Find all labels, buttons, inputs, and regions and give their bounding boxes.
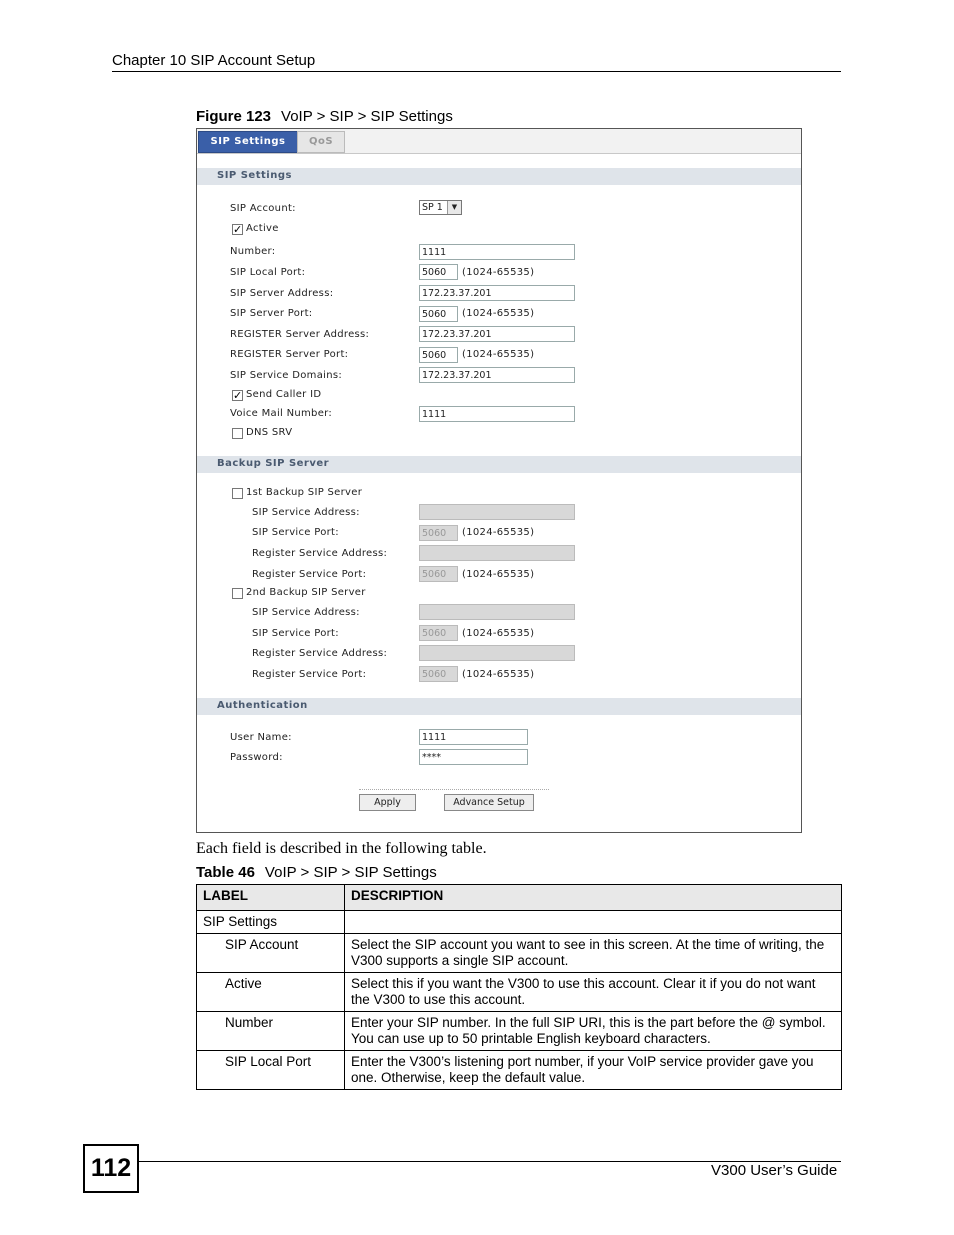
table-row (197, 1051, 842, 1090)
tab-sip-settings[interactable]: SIP Settings (198, 131, 298, 153)
table-title: VoIP > SIP > SIP Settings (264, 864, 437, 881)
sip-server-address-field[interactable]: 172.23.37.201 (419, 285, 575, 301)
row-description: Enter your SIP number. In the full SIP URI, this is the part before the @ symbol. You can use up to 50 printable English keyboard characters. (345, 1012, 842, 1051)
sip-account-select[interactable]: SP 1 ▼ (419, 200, 462, 215)
port-range-text: (1024-65535) (462, 349, 535, 360)
row-label: Number (197, 1012, 345, 1051)
user-name-field[interactable]: 1111 (419, 729, 528, 745)
port-range-text: (1024-65535) (462, 569, 535, 580)
active-label: Active (246, 223, 279, 234)
number-field[interactable]: 1111 (419, 244, 575, 260)
backup2-sip-port-label: SIP Service Port: (252, 628, 339, 639)
figure-caption (196, 108, 453, 125)
port-range-text: (1024-65535) (462, 267, 535, 278)
figure-label: Figure 123 (196, 108, 272, 125)
active-checkbox[interactable]: ✓ (233, 223, 243, 236)
send-caller-id-label: Send Caller ID (246, 389, 322, 400)
port-range-text: (1024-65535) (462, 669, 535, 680)
sip-settings-screenshot (196, 128, 802, 833)
tab-bar (197, 129, 801, 154)
voice-mail-number-field[interactable]: 1111 (419, 406, 575, 422)
backup1-register-port-field[interactable]: 5060 (419, 566, 458, 582)
port-range-text: (1024-65535) (462, 527, 535, 538)
section-backup-sip-server: Backup SIP Server (197, 456, 801, 473)
table-label: Table 46 (196, 864, 255, 881)
row-label: SIP Account (197, 934, 345, 973)
backup2-register-port-label: Register Service Port: (252, 669, 367, 680)
sip-service-domains-label: SIP Service Domains: (230, 370, 343, 381)
backup1-sip-port-label: SIP Service Port: (252, 527, 339, 538)
advance-setup-button[interactable]: Advance Setup (444, 794, 534, 811)
header-rule (112, 71, 841, 72)
sip-local-port-label: SIP Local Port: (230, 267, 306, 278)
section-authentication: Authentication (197, 698, 801, 715)
register-server-port-label: REGISTER Server Port: (230, 349, 349, 360)
dns-srv-checkbox[interactable] (232, 428, 243, 439)
number-label: Number: (230, 246, 276, 257)
first-backup-label: 1st Backup SIP Server (246, 487, 363, 498)
row-description: Select the SIP account you want to see in this screen. At the time of writing, the V300 supports a single SIP account. (345, 934, 842, 973)
register-server-address-field[interactable]: 172.23.37.201 (419, 326, 575, 342)
table-header-row (197, 885, 842, 911)
send-caller-id-checkbox[interactable]: ✓ (233, 389, 243, 402)
backup2-sip-address-label: SIP Service Address: (252, 607, 360, 618)
backup1-sip-address-label: SIP Service Address: (252, 507, 360, 518)
backup2-sip-address-field[interactable] (419, 604, 575, 620)
section-sip-settings: SIP Settings (197, 168, 801, 185)
chapter-header: Chapter 10 SIP Account Setup (112, 52, 316, 69)
guide-title: V300 User’s Guide (711, 1162, 838, 1179)
backup2-register-port-field[interactable]: 5060 (419, 666, 458, 682)
port-range-text: (1024-65535) (462, 308, 535, 319)
row-description (345, 911, 842, 934)
chevron-down-icon: ▼ (447, 201, 461, 214)
sip-server-port-label: SIP Server Port: (230, 308, 313, 319)
row-label: SIP Settings (197, 911, 345, 934)
backup1-register-address-label: Register Service Address: (252, 548, 388, 559)
backup2-sip-port-field[interactable]: 5060 (419, 625, 458, 641)
table-caption (196, 864, 437, 881)
backup1-register-port-label: Register Service Port: (252, 569, 367, 580)
dns-srv-label: DNS SRV (246, 427, 293, 438)
figure-title: VoIP > SIP > SIP Settings (281, 108, 453, 125)
backup2-register-address-field[interactable] (419, 645, 575, 661)
table-row (197, 934, 842, 973)
second-backup-label: 2nd Backup SIP Server (246, 587, 366, 598)
backup1-register-address-field[interactable] (419, 545, 575, 561)
sip-local-port-field[interactable]: 5060 (419, 264, 458, 280)
table-row (197, 973, 842, 1012)
first-backup-checkbox[interactable] (232, 488, 243, 499)
page-number: 112 (83, 1144, 139, 1193)
password-field[interactable]: **** (419, 749, 528, 765)
row-description: Enter the V300’s listening port number, if your VoIP service provider gave you one. Otherwise, keep the default value. (345, 1051, 842, 1090)
sip-server-address-label: SIP Server Address: (230, 288, 334, 299)
sip-account-label: SIP Account: (230, 203, 296, 214)
user-name-label: User Name: (230, 732, 292, 743)
row-label: Active (197, 973, 345, 1012)
port-range-text: (1024-65535) (462, 628, 535, 639)
tab-qos[interactable]: QoS (297, 131, 345, 153)
table-header-label: LABEL (197, 885, 345, 911)
backup1-sip-port-field[interactable]: 5060 (419, 525, 458, 541)
second-backup-checkbox[interactable] (232, 588, 243, 599)
register-server-port-field[interactable]: 5060 (419, 347, 458, 363)
voice-mail-number-label: Voice Mail Number: (230, 408, 333, 419)
table-row (197, 911, 842, 934)
sip-server-port-field[interactable]: 5060 (419, 306, 458, 322)
password-label: Password: (230, 752, 283, 763)
table-row (197, 1012, 842, 1051)
description-table (196, 884, 842, 1090)
backup1-sip-address-field[interactable] (419, 504, 575, 520)
sip-service-domains-field[interactable]: 172.23.37.201 (419, 367, 575, 383)
table-header-description: DESCRIPTION (345, 885, 842, 911)
row-description: Select this if you want the V300 to use this account. Clear it if you do not want the V300 to use this account. (345, 973, 842, 1012)
body-text: Each field is described in the following table. (196, 840, 487, 857)
register-server-address-label: REGISTER Server Address: (230, 329, 370, 340)
backup2-register-address-label: Register Service Address: (252, 648, 388, 659)
apply-button[interactable]: Apply (359, 794, 416, 811)
row-label: SIP Local Port (197, 1051, 345, 1090)
button-divider (359, 789, 549, 790)
